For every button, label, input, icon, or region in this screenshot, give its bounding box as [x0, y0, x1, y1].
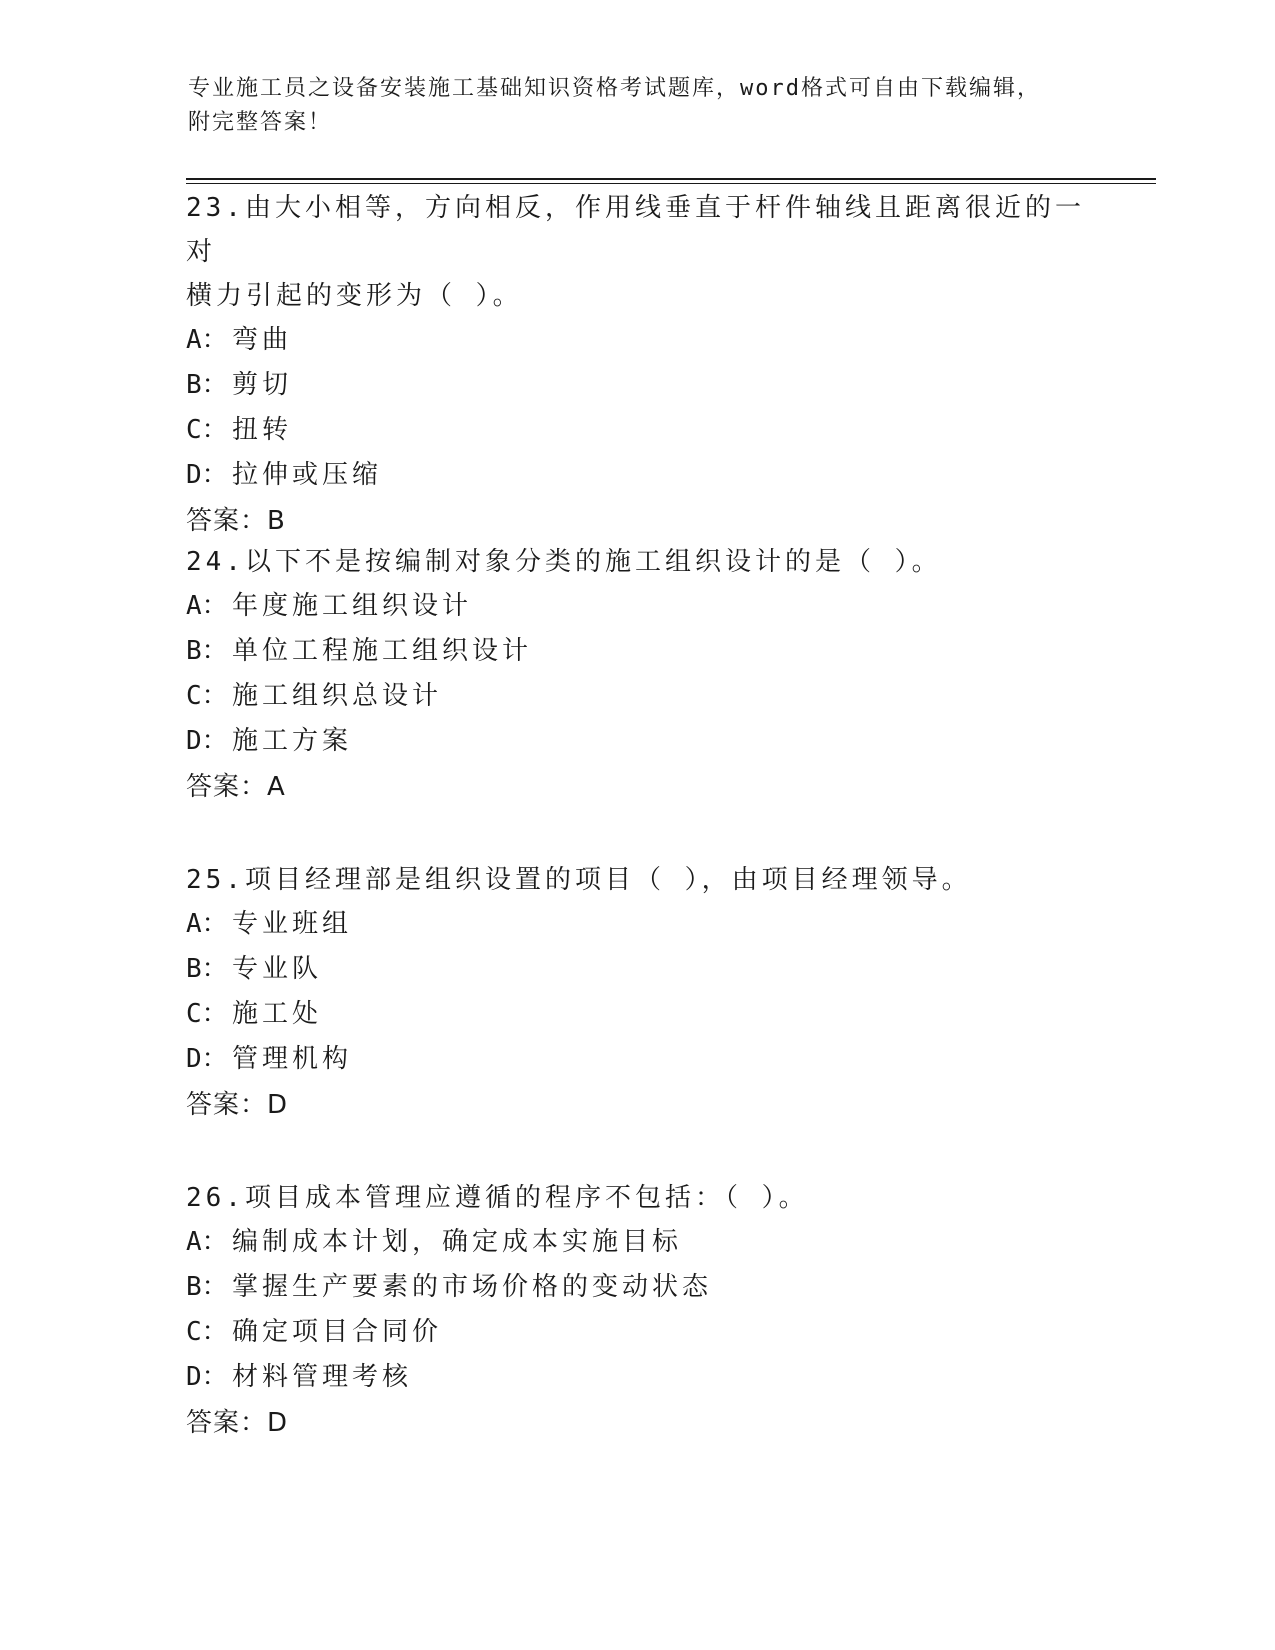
answer-line: 答案：D [186, 1090, 289, 1120]
option-text: 专业队 [232, 954, 323, 984]
header-divider-thick [186, 178, 1156, 180]
question-text-line-1: 26.项目成本管理应遵循的程序不包括：（ ）。 [186, 1183, 809, 1213]
option-text: 材料管理考核 [232, 1362, 413, 1392]
option-text: 施工方案 [232, 726, 353, 756]
question-24 [186, 540, 1106, 810]
option-letter: B： [186, 636, 228, 666]
option-text: 弯曲 [232, 325, 293, 355]
option-d [186, 1037, 1106, 1082]
option-a [186, 1220, 1106, 1265]
option-d [186, 1355, 1106, 1400]
document-header [188, 72, 1088, 140]
question-23 [186, 186, 1106, 544]
option-text: 施工处 [232, 999, 323, 1029]
option-b [186, 1265, 1106, 1310]
option-letter: C： [186, 681, 228, 711]
option-b [186, 629, 1106, 674]
option-d [186, 719, 1106, 764]
header-line-2: 附完整答案！ [188, 110, 333, 135]
header-divider-thin [186, 183, 1156, 184]
option-letter: B： [186, 370, 228, 400]
option-c [186, 992, 1106, 1037]
option-text: 年度施工组织设计 [232, 591, 473, 621]
question-text-line-1: 25.项目经理部是组织设置的项目（ ），由项目经理领导。 [186, 865, 972, 895]
option-d [186, 453, 1106, 498]
option-letter: B： [186, 954, 228, 984]
option-letter: A： [186, 1227, 228, 1257]
option-text: 施工组织总设计 [232, 681, 443, 711]
option-letter: B： [186, 1272, 228, 1302]
option-letter: D： [186, 1362, 228, 1392]
option-b [186, 363, 1106, 408]
option-letter: D： [186, 1044, 228, 1074]
option-text: 拉伸或压缩 [232, 460, 383, 490]
option-text: 专业班组 [232, 909, 353, 939]
option-letter: C： [186, 999, 228, 1029]
question-text-line-2: 横力引起的变形为（ ）。 [186, 281, 523, 311]
option-letter: A： [186, 325, 228, 355]
option-a [186, 584, 1106, 629]
option-letter: C： [186, 1317, 228, 1347]
option-c [186, 674, 1106, 719]
option-c [186, 1310, 1106, 1355]
option-text: 剪切 [232, 370, 293, 400]
option-letter: D： [186, 726, 228, 756]
question-text-line-1: 23.由大小相等，方向相反，作用线垂直于杆件轴线且距离很近的一对 [186, 193, 1085, 267]
question-25 [186, 858, 1106, 1128]
option-text: 管理机构 [232, 1044, 353, 1074]
option-letter: C： [186, 415, 228, 445]
option-text: 掌握生产要素的市场价格的变动状态 [232, 1272, 713, 1302]
option-letter: D： [186, 460, 228, 490]
question-text-line-1: 24.以下不是按编制对象分类的施工组织设计的是（ ）。 [186, 547, 942, 577]
option-letter: A： [186, 591, 228, 621]
option-text: 确定项目合同价 [232, 1317, 443, 1347]
option-letter: A： [186, 909, 228, 939]
option-a [186, 318, 1106, 363]
option-text: 扭转 [232, 415, 293, 445]
answer-line: 答案：A [186, 772, 286, 802]
option-a [186, 902, 1106, 947]
answer-line: 答案：D [186, 1408, 289, 1438]
option-text: 编制成本计划，确定成本实施目标 [232, 1227, 683, 1257]
option-b [186, 947, 1106, 992]
header-line-1: 专业施工员之设备安装施工基础知识资格考试题库，word格式可自由下载编辑， [188, 76, 1041, 101]
answer-line: 答案：B [186, 506, 286, 536]
question-26 [186, 1176, 1106, 1446]
option-text: 单位工程施工组织设计 [232, 636, 533, 666]
option-c [186, 408, 1106, 453]
